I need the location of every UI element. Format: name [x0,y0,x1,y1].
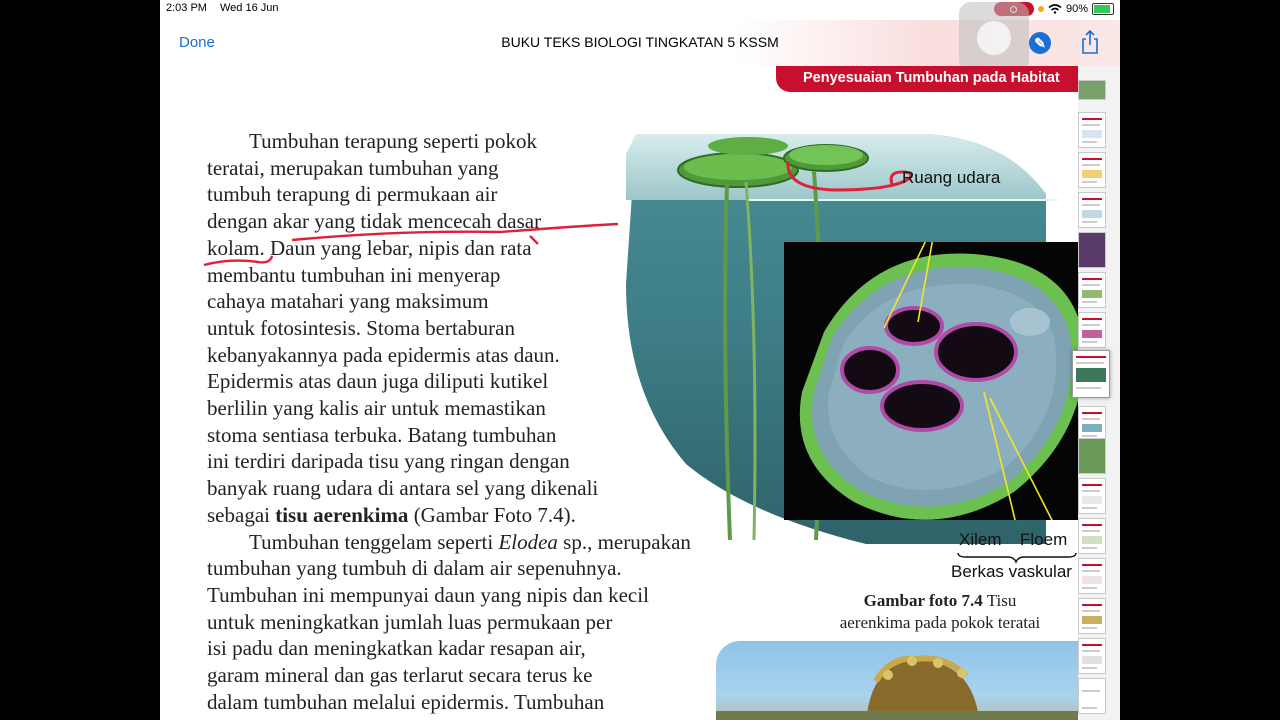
page-thumbnail[interactable] [1078,678,1106,714]
page-thumbnail[interactable] [1078,112,1106,148]
markup-icon[interactable]: ✎ [1029,32,1051,54]
status-time: 2:03 PM [166,2,207,14]
book-page [160,66,1078,720]
figure-caption [800,590,1080,634]
caption-text-1: Tisu [982,591,1017,610]
handwritten-underline [200,216,630,276]
caption-title: Gambar foto 7.4 [863,591,983,610]
status-date: Wed 16 Jun [220,2,279,14]
text-line: Tumbuhan ini mempunyai daun yang nipis dan kecil [207,582,649,607]
page-thumbnail[interactable] [1078,152,1106,188]
page-thumbnail[interactable] [1078,478,1106,514]
done-button[interactable]: Done [179,34,215,51]
page-thumbnail[interactable] [1078,598,1106,634]
label-xylem: Xilem [959,530,1002,549]
text-line [207,502,777,529]
text-span: sebagai [207,502,276,527]
text-span: Tumbuhan tenggelam seperti [249,529,499,554]
battery-icon [1092,3,1114,15]
battery-percent: 90% [1065,3,1088,15]
text-line: kolam. Daun yang lebar, nipis dan rata [207,235,532,260]
text-span: sp., merupakan [557,529,691,554]
text-line: garam mineral dan gas terlarut secara terus ke [207,663,593,688]
text-line: stoma sentiasa terbuka. Batang tumbuhan [207,422,557,447]
text-line: teratai, merupakan tumbuhan yang [207,155,499,180]
assistive-touch-button[interactable] [959,2,1029,72]
chapter-banner [776,66,1120,92]
text-line: berlilin yang kalis air untuk memastikan [207,396,546,421]
share-icon[interactable] [1080,30,1100,54]
text-line: cahaya matahari yang maksimum [207,289,489,314]
label-vascular-bundle: Berkas vaskular [951,562,1072,581]
page-thumbnail[interactable] [1078,80,1106,100]
chapter-title: Penyesuaian Tumbuhan pada Habitat [803,70,1060,86]
page-thumbnail[interactable] [1078,558,1106,594]
wifi-icon [1048,4,1062,14]
text-line: isi padu dan meningkatkan kadar resapan air, [207,636,586,661]
text-line: membantu tumbuhan ini menyerap [207,262,501,287]
text-line: untuk fotosintesis. Stoma bertaburan [207,315,515,340]
page-thumbnail[interactable] [1078,638,1106,674]
page-thumbnail[interactable] [1078,438,1106,474]
page-thumbnail-current[interactable] [1072,350,1110,398]
text-span: (Gambar Foto 7.4). [408,502,576,527]
page-thumbnail[interactable] [1078,192,1106,228]
page-thumbnail[interactable] [1078,232,1106,268]
page-thumbnail[interactable] [1078,272,1106,308]
text-line: Tumbuhan terapung seperti pokok [249,129,537,153]
text-line: untuk meningkatkan jumlah luas permukaan per [207,609,613,634]
page-thumbnail[interactable] [1078,406,1106,442]
text-line: banyak ruang udara di antara sel yang dikenali [207,476,599,501]
ipad-screen [160,0,1120,720]
page-thumbnail[interactable] [1078,312,1106,348]
label-air-space: Ruang udara [902,168,1001,187]
text-line: tumbuh terapung di permukaan air [207,182,498,207]
text-line: dengan akar yang tidak mencecah dasar [207,209,542,234]
label-phloem: Floem [1020,530,1068,549]
term-elodea: Elodea [498,529,558,554]
nav-bar [160,20,1120,67]
text-line: tumbuhan yang tumbuh di dalam air sepenuhnya. [207,556,622,581]
text-line: ini terdiri daripada tisu yang ringan dengan [207,449,570,474]
caption-text-2: aerenkima pada pokok teratai [839,613,1041,632]
page-thumbnail[interactable] [1078,518,1106,554]
document-title: BUKU TEKS BIOLOGI TINGKATAN 5 KSSM [501,34,779,50]
cross-section-photo [784,242,1078,520]
mic-indicator-icon [1038,6,1044,12]
text-line: kebanyakannya pada epidermis atas daun. [207,342,560,367]
term-aerenchyma: tisu aerenkima [275,502,409,527]
text-line [207,529,777,556]
text-line: dalam tumbuhan melalui epidermis. Tumbuhan [207,689,605,714]
text-line: Epidermis atas daun juga diliputi kutikel [207,369,549,394]
page-thumbnail-strip[interactable] [1078,66,1120,720]
